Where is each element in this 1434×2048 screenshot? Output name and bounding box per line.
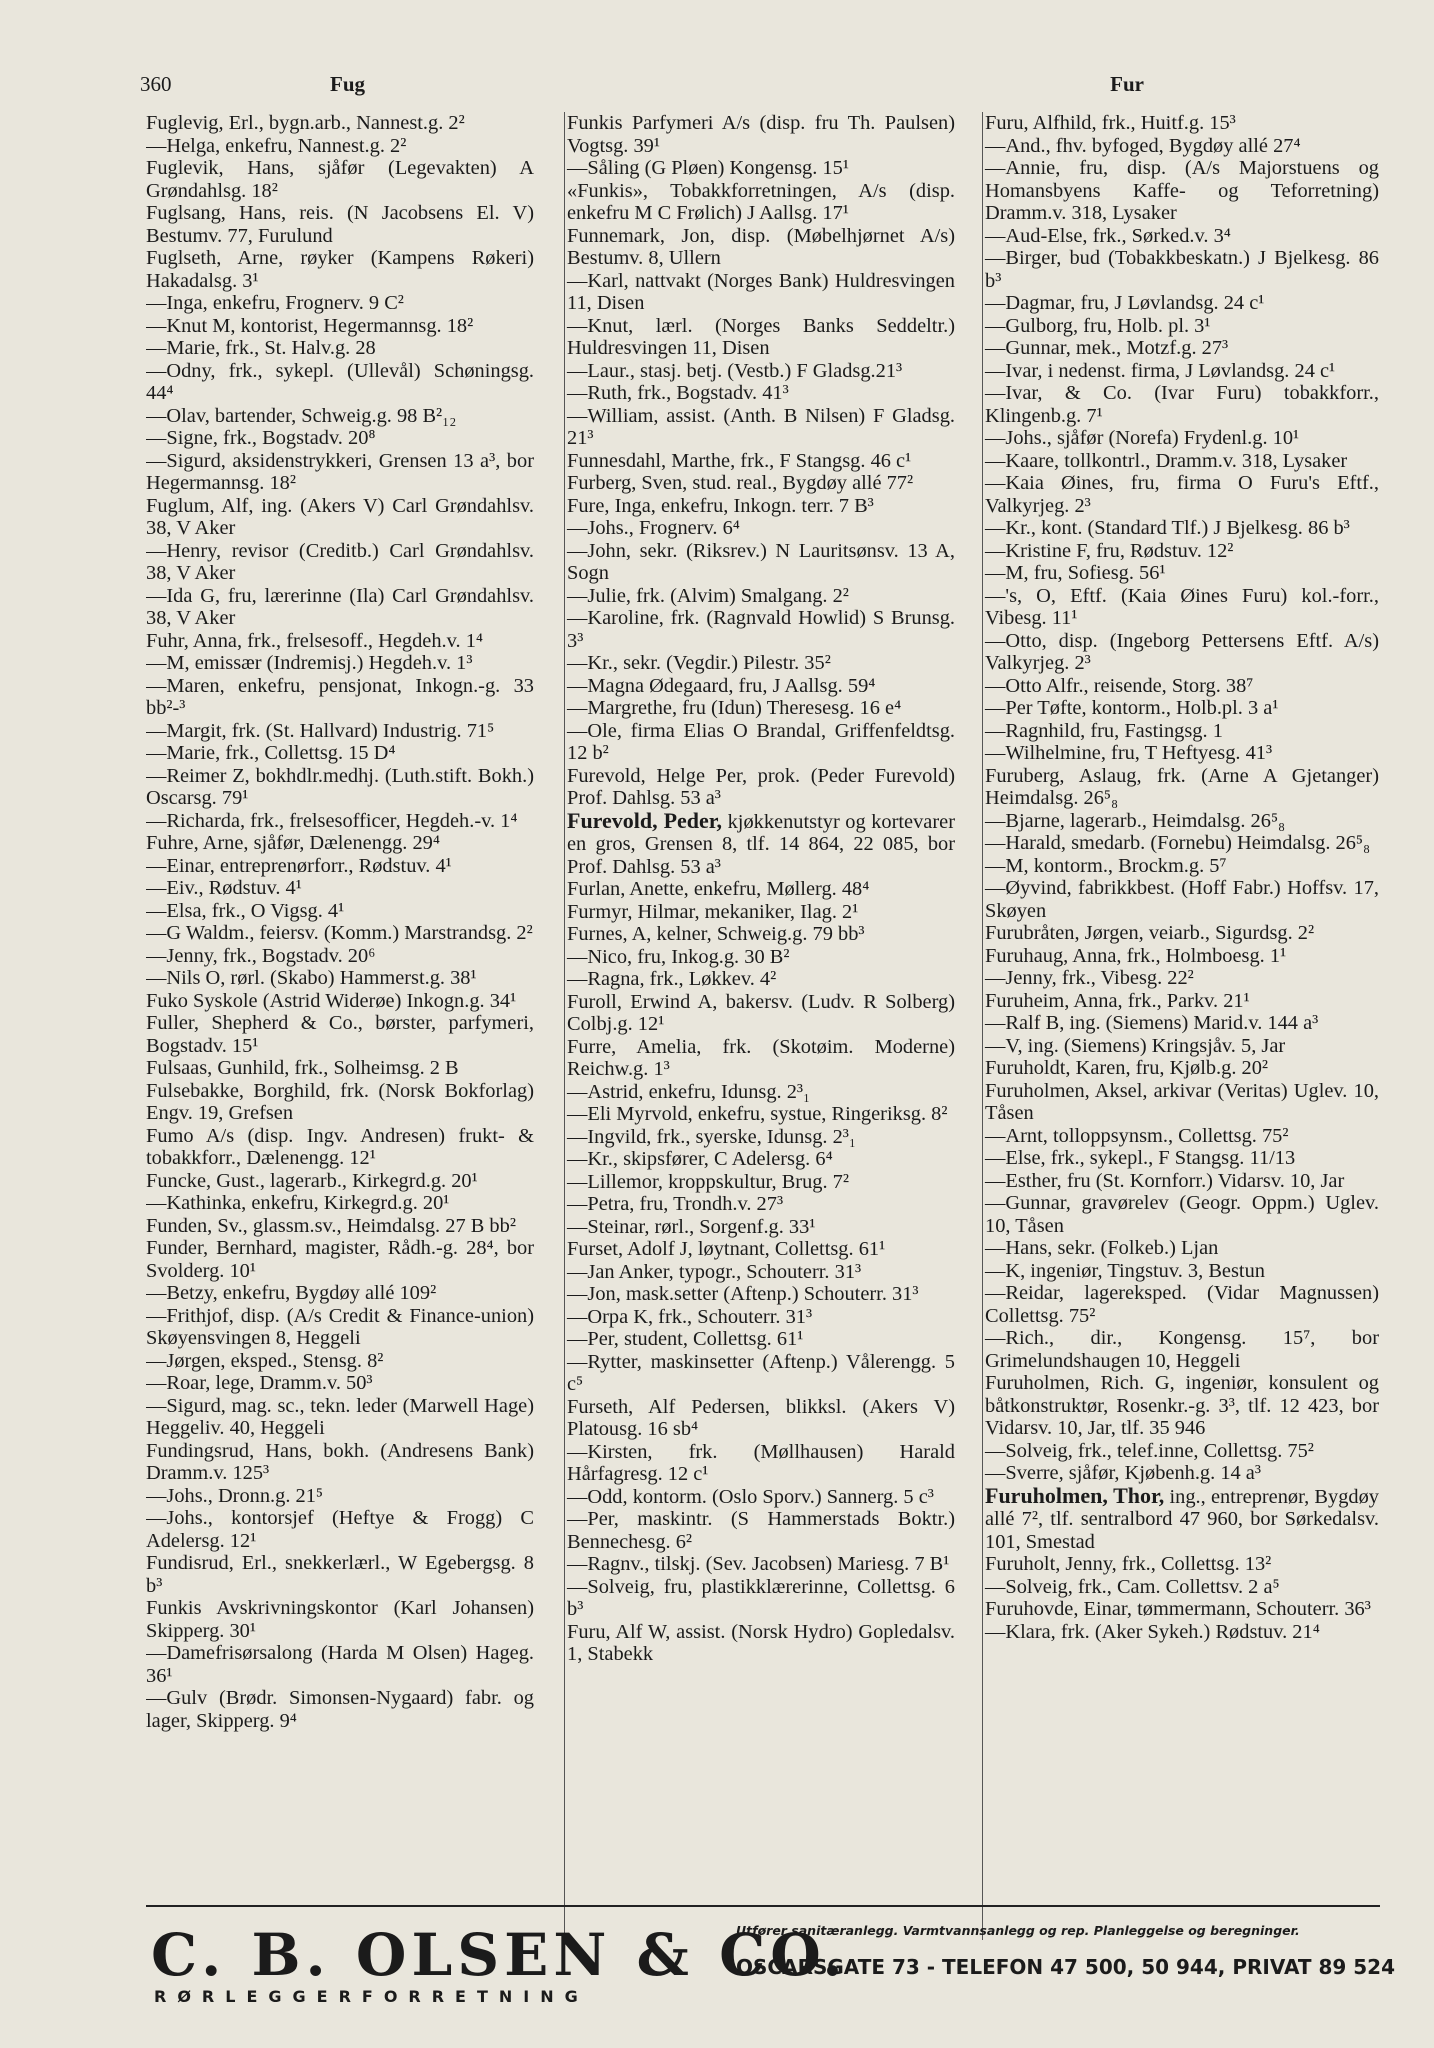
directory-entry: —Rich., dir., Kongensg. 15⁷, bor Grimelundshaugen 10, Heggeli <box>985 1327 1379 1372</box>
directory-entry: —Ragnv., tilskj. (Sev. Jacobsen) Mariesg. 7 B¹ <box>567 1553 950 1575</box>
directory-entry: —Gunnar, gravørelev (Geogr. Oppm.) Uglev. 10, Tåsen <box>985 1192 1379 1237</box>
directory-entry: Furevold, Peder, kjøkkenutstyr og kortevarer en gros, Grensen 8, tlf. 14 864, 22 085, bor Prof. Dahlsg. 53 a³ <box>567 807 955 878</box>
directory-entry: Fuglsang, Hans, reis. (N Jacobsens El. V) Bestumv. 77, Furulund <box>146 202 534 247</box>
directory-entry: Furberg, Sven, stud. real., Bygdøy allé 77² <box>567 472 914 494</box>
directory-entry: Fumo A/s (disp. Ingv. Andresen) frukt- & tobakkforr., Dælenengg. 12¹ <box>146 1124 534 1169</box>
ad-subtitle: RØRLEGGERFORRETNING <box>154 1987 589 2006</box>
directory-entry: —Gunnar, mek., Motzf.g. 27³ <box>985 337 1229 359</box>
directory-entry: —Aud-Else, frk., Sørked.v. 3⁴ <box>985 224 1231 247</box>
directory-entry: —Hans, sekr. (Folkeb.) Ljan <box>985 1237 1219 1259</box>
directory-entry: —M, kontorm., Brockm.g. 5⁷ <box>985 854 1227 877</box>
directory-entry: Furseth, Alf Pedersen, blikksl. (Akers V) Platousg. 16 sb⁴ <box>567 1395 955 1440</box>
directory-entry: —Frithjof, disp. (A/s Credit & Finance-union) Skøyensvingen 8, Heggeli <box>146 1304 534 1349</box>
directory-entry: Fuller, Shepherd & Co., børster, parfymeri, Bogstadv. 15¹ <box>146 1012 534 1057</box>
directory-entry: Furu, Alf W, assist. (Norsk Hydro) Gopledalsv. 1, Stabekk <box>567 1620 955 1665</box>
directory-entry: Fuglum, Alf, ing. (Akers V) Carl Grøndahlsv. 38, V Aker <box>146 494 534 539</box>
directory-entry: Funnemark, Jon, disp. (Møbelhjørnet A/s) Bestumv. 8, Ullern <box>567 224 955 269</box>
directory-entry: Fundisrud, Erl., snekkerlærl., W Egebergsg. 8 b³ <box>146 1552 534 1597</box>
directory-entry: Fuglevik, Hans, sjåfør (Legevakten) A Grøndahlsg. 18² <box>146 157 534 202</box>
directory-entry: —Steinar, rørl., Sorgenf.g. 33¹ <box>567 1215 816 1238</box>
directory-entry: —Otto, disp. (Ingeborg Pettersens Eftf. A/s) Valkyrjeg. 2³ <box>985 629 1379 674</box>
directory-entry: —Ingvild, frk., syerske, Idunsg. 2³₁ <box>567 1125 857 1148</box>
directory-column-2 <box>564 112 955 1940</box>
directory-entry: «Funkis», Tobakkforretningen, A/s (disp. enkefru M C Frølich) J Aallsg. 17¹ <box>567 179 955 224</box>
directory-entry: —Ivar, & Co. (Ivar Furu) tobakkforr., Klingenb.g. 7¹ <box>985 382 1379 427</box>
directory-entry: Funnesdahl, Marthe, frk., F Stangsg. 46 c¹ <box>567 449 912 472</box>
directory-entry: Furlan, Anette, enkefru, Møllerg. 48⁴ <box>567 878 870 900</box>
directory-entry: —Marie, frk., St. Halv.g. 28 <box>146 337 376 359</box>
directory-entry: Furmyr, Hilmar, mekaniker, Ilag. 2¹ <box>567 900 859 923</box>
directory-entry: —Dagmar, fru, J Løvlandsg. 24 c¹ <box>985 292 1265 314</box>
directory-entry: —Otto Alfr., reisende, Storg. 38⁷ <box>985 674 1254 697</box>
directory-entry: —Esther, fru (St. Kornforr.) Vidarsv. 10, Jar <box>985 1169 1345 1192</box>
directory-entry: —Ragnhild, fru, Fastingsg. 1 <box>985 719 1223 742</box>
directory-entry: —Gulv (Brødr. Simonsen-Nygaard) fabr. og lager, Skipperg. 9⁴ <box>146 1687 534 1732</box>
directory-entry: —And., fhv. byfoged, Bygdøy allé 27⁴ <box>985 134 1301 157</box>
page-header <box>140 72 1294 106</box>
directory-entry: —Johs., Frognerv. 6⁴ <box>567 517 740 539</box>
directory-entry: —Solveig, frk., telef.inne, Collettsg. 75² <box>985 1439 1314 1462</box>
directory-entry: Funcke, Gust., lagerarb., Kirkegrd.g. 20¹ <box>146 1169 478 1192</box>
directory-entry: —Ruth, frk., Bogstadv. 41³ <box>567 382 789 404</box>
directory-entry: —Birger, bud (Tobakkbeskatn.) J Bjelkesg. 86 b³ <box>985 247 1379 292</box>
directory-entry: —Gulborg, fru, Holb. pl. 3¹ <box>985 314 1211 337</box>
directory-entry: Funkis Avskrivningskontor (Karl Johansen) Skipperg. 30¹ <box>146 1597 534 1642</box>
directory-entry: —Ida G, fru, lærerinne (Ila) Carl Grøndahlsv. 38, V Aker <box>146 584 534 629</box>
directory-entry: —Odd, kontorm. (Oslo Sporv.) Sannerg. 5 c³ <box>567 1485 934 1508</box>
directory-entry: —Kr., sekr. (Vegdir.) Pilestr. 35² <box>567 652 831 674</box>
directory-entry: —Per, student, Collettsg. 61¹ <box>567 1328 804 1350</box>
advertisement <box>146 1905 1396 2006</box>
directory-entry: —William, assist. (Anth. B Nilsen) F Gladsg. 21³ <box>567 404 955 449</box>
directory-entry: —Nico, fru, Inkog.g. 30 B² <box>567 945 790 968</box>
directory-entry: —Helga, enkefru, Nannest.g. 2² <box>146 134 407 157</box>
directory-entry: —G Waldm., feiersv. (Komm.) Marstrandsg. 2² <box>146 922 533 944</box>
directory-entry: Fure, Inga, enkefru, Inkogn. terr. 7 B³ <box>567 494 874 517</box>
directory-entry: —Laur., stasj. betj. (Vestb.) F Gladsg.21³ <box>567 359 903 382</box>
directory-entry: —Solveig, frk., Cam. Collettsv. 2 a⁵ <box>985 1575 1280 1598</box>
directory-entry: —Sverre, sjåfør, Kjøbenh.g. 14 a³ <box>985 1462 1261 1484</box>
directory-entry: —Sigurd, mag. sc., tekn. leder (Marwell Hage) Heggeliv. 40, Heggeli <box>146 1394 534 1439</box>
directory-entry: —Reidar, lagereksped. (Vidar Magnussen) Collettsg. 75² <box>985 1282 1379 1327</box>
directory-entry: —Wilhelmine, fru, T Heftyesg. 41³ <box>985 742 1273 764</box>
directory-column-3 <box>982 112 1379 1940</box>
directory-entry: Fulsaas, Gunhild, frk., Solheimsg. 2 B <box>146 1057 459 1079</box>
directory-entry: —Betzy, enkefru, Bygdøy allé 109² <box>146 1282 437 1304</box>
directory-entry: —Damefrisørsalong (Harda M Olsen) Hageg. 36¹ <box>146 1642 534 1687</box>
directory-entry: —Per, maskintr. (S Hammerstads Boktr.) Bennechesg. 6² <box>567 1508 955 1553</box>
directory-entry: Furuhaug, Anna, frk., Holmboesg. 1¹ <box>985 944 1287 967</box>
page-number: 360 <box>140 72 172 96</box>
directory-entry: —Odny, frk., sykepl. (Ullevål) Schøningsg. 44⁴ <box>146 359 534 404</box>
left-running-head: Fug <box>330 72 366 96</box>
directory-entry: —Harald, smedarb. (Fornebu) Heimdalsg. 26⁵₈ <box>985 832 1371 854</box>
directory-entry: —M, fru, Sofiesg. 56¹ <box>985 562 1166 584</box>
directory-entry: —Einar, entreprenørforr., Rødstuv. 4¹ <box>146 854 452 877</box>
directory-entry: —Roar, lege, Dramm.v. 50³ <box>146 1372 373 1394</box>
directory-entry: —Else, frk., sykepl., F Stangsg. 11/13 <box>985 1147 1296 1169</box>
directory-entry: Furuholmen, Aksel, arkivar (Veritas) Uglev. 10, Tåsen <box>985 1079 1379 1124</box>
directory-entry: —Signe, frk., Bogstadv. 20⁸ <box>146 427 376 449</box>
directory-entry: —Per Tøfte, kontorm., Holb.pl. 3 a¹ <box>985 697 1279 719</box>
directory-entry: —Bjarne, lagerarb., Heimdalsg. 26⁵₈ <box>985 809 1286 832</box>
directory-entry: —Magna Ødegaard, fru, J Aallsg. 59⁴ <box>567 674 876 697</box>
directory-entry: —Kr., kont. (Standard Tlf.) J Bjelkesg. 86 b³ <box>985 517 1350 539</box>
directory-entry: —Astrid, enkefru, Idunsg. 2³₁ <box>567 1080 811 1103</box>
directory-entry: Furuholmen, Rich. G, ingeniør, konsulent og båtkonstruktør, Rosenkr.-g. 3³, tlf. 12 423, bor Vidarsv. 10, Jar, tlf. 35 946 <box>985 1372 1379 1439</box>
directory-entry: Furuhovde, Einar, tømmermann, Schouterr. 36³ <box>985 1598 1371 1620</box>
directory-entry: —Ivar, i nedenst. firma, J Løvlandsg. 24 c¹ <box>985 359 1336 382</box>
directory-entry: —Marie, frk., Collettsg. 15 D⁴ <box>146 742 396 764</box>
directory-entry: —Eiv., Rødstuv. 4¹ <box>146 877 302 899</box>
directory-entry: Furuholt, Jenny, frk., Collettsg. 13² <box>985 1553 1272 1575</box>
directory-entry: —Annie, fru, disp. (A/s Majorstuens og Homansbyens Kaffe- og Teforretning) Dramm.v. 318, Lysaker <box>985 157 1379 224</box>
directory-entry: —Johs., Dronn.g. 21⁵ <box>146 1484 324 1507</box>
directory-entry: Furuholmen, Thor, ing., entreprenør, Bygdøy allé 7², tlf. sentralbord 47 960, bor Sørkedalsv. 101, Smestad <box>985 1482 1379 1553</box>
directory-entry: —Eli Myrvold, enkefru, systue, Ringeriksg. 8² <box>567 1103 948 1125</box>
directory-entry: —Ole, firma Elias O Brandal, Griffenfeldtsg. 12 b² <box>567 719 955 764</box>
directory-entry: —M, emissær (Indremisj.) Hegdeh.v. 1³ <box>146 652 473 674</box>
directory-entry: Funkis Parfymeri A/s (disp. fru Th. Paulsen) Vogtsg. 39¹ <box>567 112 955 157</box>
directory-entry: Fulsebakke, Borghild, frk. (Norsk Bokforlag) Engv. 19, Grefsen <box>146 1079 534 1124</box>
directory-entry: —Klara, frk. (Aker Sykeh.) Rødstuv. 21⁴ <box>985 1620 1320 1643</box>
directory-entry: —Johs., sjåfør (Norefa) Frydenl.g. 10¹ <box>985 427 1300 449</box>
directory-entry: Furnes, A, kelner, Schweig.g. 79 bb³ <box>567 923 865 945</box>
directory-entry: —Kathinka, enkefru, Kirkegrd.g. 20¹ <box>146 1192 450 1214</box>
directory-entry: —Petra, fru, Trondh.v. 27³ <box>567 1193 784 1215</box>
directory-entry: —Kaare, tollkontrl., Dramm.v. 318, Lysaker <box>985 449 1348 472</box>
directory-entry: Furoll, Erwind A, bakersv. (Ludv. R Solberg) Colbj.g. 12¹ <box>567 990 955 1035</box>
right-running-head: Fur <box>1110 72 1144 96</box>
directory-entry: —Inga, enkefru, Frognerv. 9 C² <box>146 292 404 314</box>
directory-entry: —Jenny, frk., Bogstadv. 20⁶ <box>146 944 376 967</box>
directory-entry: —Kaia Øines, fru, firma O Furu's Eftf., Valkyrjeg. 2³ <box>985 472 1379 517</box>
directory-entry: —Maren, enkefru, pensjonat, Inkogn.-g. 33 bb²-³ <box>146 674 534 719</box>
directory-entry: Funder, Bernhard, magister, Rådh.-g. 28⁴, bor Svolderg. 10¹ <box>146 1237 534 1282</box>
directory-entry: —Kr., skipsfører, C Adelersg. 6⁴ <box>567 1148 833 1170</box>
directory-entry: Furset, Adolf J, løytnant, Collettsg. 61¹ <box>567 1238 886 1260</box>
directory-entry: Furre, Amelia, frk. (Skotøim. Moderne) Reichw.g. 1³ <box>567 1035 955 1080</box>
directory-entry: Fuhr, Anna, frk., frelsesoff., Hegdeh.v. 1⁴ <box>146 629 484 652</box>
directory-entry: —Solveig, fru, plastikklærerinne, Collettsg. 6 b³ <box>567 1575 955 1620</box>
directory-entry: Fundingsrud, Hans, bokh. (Andresens Bank) Dramm.v. 125³ <box>146 1439 534 1484</box>
directory-entry: Fuglseth, Arne, røyker (Kampens Røkeri) Hakadalsg. 3¹ <box>146 247 534 292</box>
directory-entry: —Margit, frk. (St. Hallvard) Industrig. 71⁵ <box>146 719 495 742</box>
ad-company-name: C. B. OLSEN & CO. <box>151 1921 848 1989</box>
directory-entry: Fuglevig, Erl., bygn.arb., Nannest.g. 2² <box>146 112 465 134</box>
directory-entry: —Julie, frk. (Alvim) Smalgang. 2² <box>567 584 849 607</box>
directory-entry: —Kristine F, fru, Rødstuv. 12² <box>985 539 1234 562</box>
directory-entry: —Sigurd, aksidenstrykkeri, Grensen 13 a³, bor Hegermannsg. 18² <box>146 449 534 494</box>
directory-entry: —Richarda, frk., frelsesofficer, Hegdeh.-v. 1⁴ <box>146 809 518 832</box>
directory-entry: —Knut, lærl. (Norges Banks Seddeltr.) Huldresvingen 11, Disen <box>567 314 955 359</box>
directory-entry: —Jørgen, eksped., Stensg. 8² <box>146 1349 384 1372</box>
directory-entry: —Knut M, kontorist, Hegermannsg. 18² <box>146 314 474 337</box>
directory-entry: —Lillemor, kroppskultur, Brug. 7² <box>567 1170 849 1193</box>
directory-entry: —John, sekr. (Riksrev.) N Lauritsønsv. 13 A, Sogn <box>567 539 955 584</box>
directory-entry: Furuberg, Aslaug, frk. (Arne A Gjetanger) Heimdalsg. 26⁵₈ <box>985 764 1379 809</box>
directory-entry: —Elsa, frk., O Vigsg. 4¹ <box>146 899 345 922</box>
directory-column-1 <box>146 112 534 1940</box>
directory-entry: —K, ingeniør, Tingstuv. 3, Bestun <box>985 1259 1265 1282</box>
directory-columns <box>146 112 1379 1956</box>
directory-entry: —Olav, bartender, Schweig.g. 98 B²₁₂ <box>146 404 457 427</box>
directory-entry: —Såling (G Pløen) Kongensg. 15¹ <box>567 157 849 179</box>
directory-entry: Furuheim, Anna, frk., Parkv. 21¹ <box>985 989 1250 1012</box>
directory-entry: Fuhre, Arne, sjåfør, Dælenengg. 29⁴ <box>146 832 440 854</box>
ad-services: Utfører sanitæranlegg. Varmtvannsanlegg og rep. Planleggelse og beregninger. <box>736 1923 1300 1938</box>
directory-entry: —Orpa K, frk., Schouterr. 31³ <box>567 1305 813 1328</box>
ad-contact: OSCARSGATE 73 - TELEFON 47 500, 50 944, PRIVAT 89 524 <box>736 1955 1396 1979</box>
directory-entry: —Karoline, frk. (Ragnvald Howlid) S Brunsg. 3³ <box>567 607 955 652</box>
directory-entry: —Henry, revisor (Creditb.) Carl Grøndahlsv. 38, V Aker <box>146 539 534 584</box>
directory-entry: —Jon, mask.setter (Aftenp.) Schouterr. 31³ <box>567 1283 919 1305</box>
directory-entry: Furuholdt, Karen, fru, Kjølb.g. 20² <box>985 1057 1269 1079</box>
directory-entry: Fuko Syskole (Astrid Widerøe) Inkogn.g. 34¹ <box>146 989 517 1012</box>
directory-entry: —Rytter, maskinsetter (Aftenp.) Vålerengg. 5 c⁵ <box>567 1350 955 1395</box>
directory-entry: —V, ing. (Siemens) Kringsjåv. 5, Jar <box>985 1034 1286 1057</box>
directory-entry: Funden, Sv., glassm.sv., Heimdalsg. 27 B bb² <box>146 1214 516 1237</box>
directory-entry: —Øyvind, fabrikkbest. (Hoff Fabr.) Hoffsv. 17, Skøyen <box>985 877 1379 922</box>
directory-entry: —Kirsten, frk. (Møllhausen) Harald Hårfagresg. 12 c¹ <box>567 1440 955 1485</box>
directory-entry: —Jenny, frk., Vibesg. 22² <box>985 967 1194 989</box>
directory-entry: —Ragna, frk., Løkkev. 4² <box>567 968 777 990</box>
directory-entry: Furevold, Helge Per, prok. (Peder Furevold) Prof. Dahlsg. 53 a³ <box>567 764 955 809</box>
directory-entry: Furu, Alfhild, frk., Huitf.g. 15³ <box>985 112 1236 134</box>
directory-entry: —Ralf B, ing. (Siemens) Marid.v. 144 a³ <box>985 1012 1319 1034</box>
directory-entry: —Karl, nattvakt (Norges Bank) Huldresvingen 11, Disen <box>567 269 955 314</box>
directory-entry: —Arnt, tolloppsynsm., Collettsg. 75² <box>985 1124 1289 1147</box>
directory-entry: —Margrethe, fru (Idun) Theresesg. 16 e⁴ <box>567 697 902 719</box>
directory-entry: —Jan Anker, typogr., Schouterr. 31³ <box>567 1260 862 1283</box>
directory-entry: —Nils O, rørl. (Skabo) Hammerst.g. 38¹ <box>146 967 477 989</box>
directory-entry: —'s, O, Eftf. (Kaia Øines Furu) kol.-forr., Vibesg. 11¹ <box>985 584 1379 629</box>
directory-entry: Furubråten, Jørgen, veiarb., Sigurdsg. 2² <box>985 922 1315 944</box>
directory-entry: —Reimer Z, bokhdlr.medhj. (Luth.stift. Bokh.) Oscarsg. 79¹ <box>146 764 534 809</box>
directory-entry: —Johs., kontorsjef (Heftye & Frogg) C Adelersg. 12¹ <box>146 1507 534 1552</box>
